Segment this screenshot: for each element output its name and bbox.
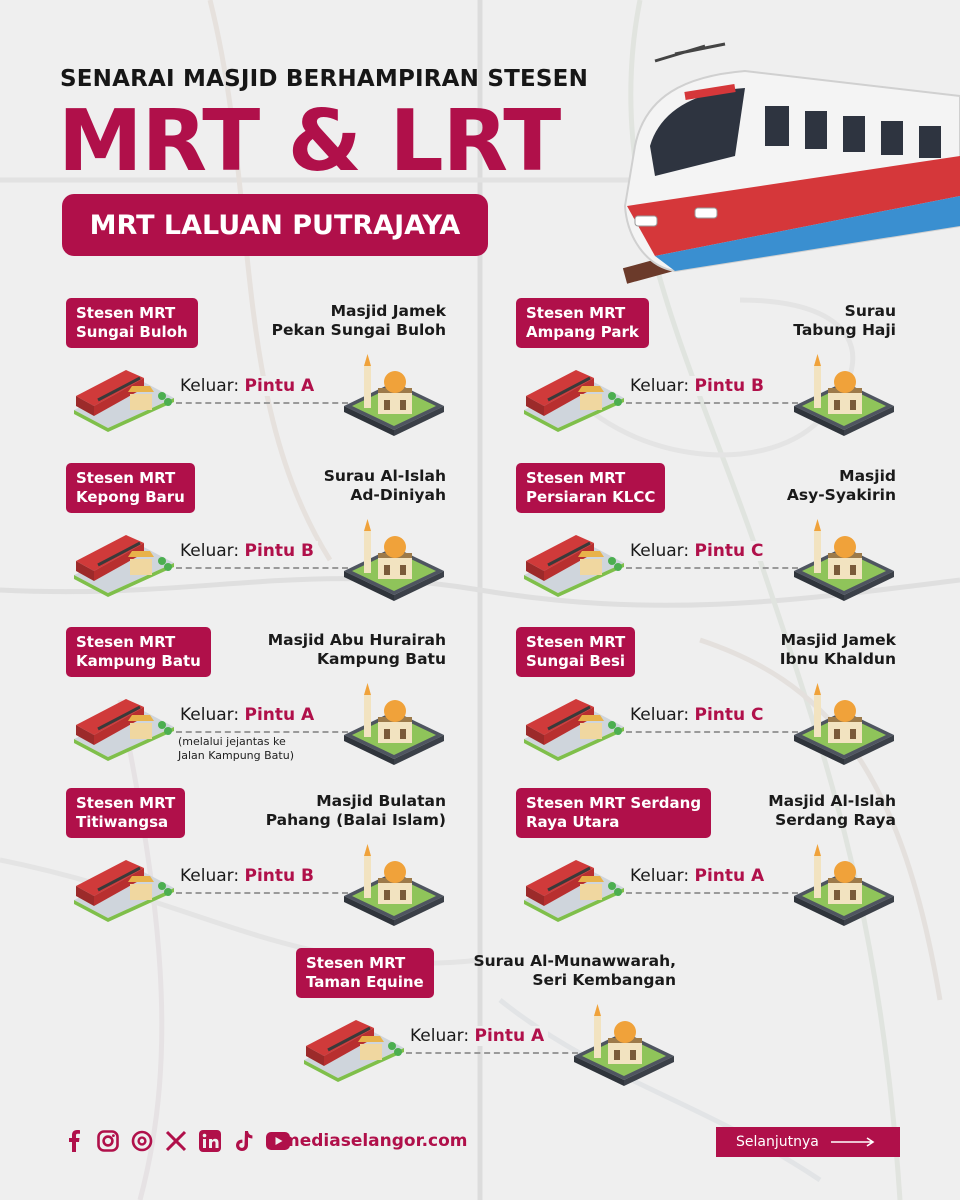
station-train-illustration bbox=[520, 846, 628, 922]
tiktok-icon[interactable] bbox=[232, 1129, 256, 1153]
exit-info bbox=[176, 866, 318, 886]
exit-note: (melalui jejantas ke Jalan Kampung Batu) bbox=[178, 735, 294, 762]
facebook-icon[interactable] bbox=[62, 1129, 86, 1153]
exit-info bbox=[176, 541, 318, 561]
station-card bbox=[516, 298, 896, 438]
next-button-label: Selanjutnya bbox=[736, 1134, 819, 1150]
exit-gate: Pintu B bbox=[244, 866, 314, 886]
exit-label: Keluar: bbox=[180, 705, 240, 725]
line-name-banner: MRT LALUAN PUTRAJAYA bbox=[62, 194, 488, 256]
station-card bbox=[516, 627, 896, 767]
station-train-illustration bbox=[520, 521, 628, 597]
mosque-illustration bbox=[342, 344, 446, 436]
connector-line bbox=[406, 1052, 578, 1054]
station-name-badge: Stesen MRT Kepong Baru bbox=[66, 463, 195, 513]
station-train-illustration bbox=[70, 846, 178, 922]
mosque-name: Masjid Jamek Pekan Sungai Buloh bbox=[271, 302, 446, 339]
station-train-illustration bbox=[70, 356, 178, 432]
main-title: MRT & LRT bbox=[58, 92, 561, 191]
station-card bbox=[516, 463, 896, 603]
exit-gate: Pintu A bbox=[474, 1026, 545, 1046]
mosque-name: Surau Al-Islah Ad-Diniyah bbox=[323, 467, 446, 504]
station-card bbox=[296, 948, 676, 1088]
exit-info bbox=[626, 705, 768, 725]
mosque-name: Masjid Bulatan Pahang (Balai Islam) bbox=[265, 792, 446, 829]
exit-info bbox=[626, 376, 768, 396]
station-name-badge: Stesen MRT Ampang Park bbox=[516, 298, 649, 348]
station-train-illustration bbox=[70, 685, 178, 761]
station-train-illustration bbox=[520, 356, 628, 432]
exit-label: Keluar: bbox=[180, 541, 240, 561]
mosque-name: Masjid Abu Hurairah Kampung Batu bbox=[267, 631, 446, 668]
exit-label: Keluar: bbox=[630, 705, 690, 725]
mosque-name: Surau Tabung Haji bbox=[793, 302, 896, 339]
exit-label: Keluar: bbox=[410, 1026, 470, 1046]
exit-info bbox=[176, 376, 318, 396]
mosque-illustration bbox=[792, 509, 896, 601]
exit-info bbox=[176, 705, 318, 725]
exit-label: Keluar: bbox=[630, 376, 690, 396]
exit-label: Keluar: bbox=[630, 866, 690, 886]
mosque-illustration bbox=[342, 509, 446, 601]
mosque-illustration bbox=[342, 834, 446, 926]
station-card bbox=[66, 463, 446, 603]
station-card bbox=[66, 627, 446, 767]
exit-label: Keluar: bbox=[180, 376, 240, 396]
exit-gate: Pintu A bbox=[244, 376, 315, 396]
threads-icon[interactable] bbox=[130, 1129, 154, 1153]
exit-label: Keluar: bbox=[180, 866, 240, 886]
station-card bbox=[516, 788, 896, 928]
mosque-illustration bbox=[792, 344, 896, 436]
exit-info bbox=[406, 1026, 548, 1046]
instagram-icon[interactable] bbox=[96, 1129, 120, 1153]
connector-line bbox=[626, 892, 798, 894]
station-train-illustration bbox=[300, 1006, 408, 1082]
station-name-badge: Stesen MRT Persiaran KLCC bbox=[516, 463, 665, 513]
station-name-badge: Stesen MRT Sungai Besi bbox=[516, 627, 635, 677]
x-icon[interactable] bbox=[164, 1129, 188, 1153]
mosque-illustration bbox=[792, 673, 896, 765]
station-name-badge: Stesen MRT Taman Equine bbox=[296, 948, 434, 998]
connector-line bbox=[176, 567, 348, 569]
website-link[interactable]: mediaselangor.com bbox=[282, 1131, 468, 1151]
exit-gate: Pintu C bbox=[694, 541, 764, 561]
mosque-illustration bbox=[572, 994, 676, 1086]
exit-gate: Pintu A bbox=[694, 866, 765, 886]
exit-gate: Pintu C bbox=[694, 705, 764, 725]
connector-line bbox=[626, 567, 798, 569]
exit-label: Keluar: bbox=[630, 541, 690, 561]
mosque-illustration bbox=[342, 673, 446, 765]
connector-line bbox=[176, 892, 348, 894]
mosque-name: Masjid Al-Islah Serdang Raya bbox=[768, 792, 896, 829]
mosque-name: Surau Al-Munawwarah, Seri Kembangan bbox=[473, 952, 676, 989]
train-illustration bbox=[615, 36, 960, 286]
exit-gate: Pintu A bbox=[244, 705, 315, 725]
connector-line bbox=[626, 402, 798, 404]
station-name-badge: Stesen MRT Sungai Buloh bbox=[66, 298, 198, 348]
mosque-name: Masjid Jamek Ibnu Khaldun bbox=[779, 631, 896, 668]
station-name-badge: Stesen MRT Titiwangsa bbox=[66, 788, 185, 838]
linkedin-icon[interactable] bbox=[198, 1129, 222, 1153]
social-icons bbox=[62, 1128, 290, 1154]
station-train-illustration bbox=[70, 521, 178, 597]
exit-info bbox=[626, 541, 768, 561]
next-button[interactable] bbox=[716, 1127, 900, 1157]
exit-gate: Pintu B bbox=[694, 376, 764, 396]
mosque-name: Masjid Asy-Syakirin bbox=[786, 467, 896, 504]
exit-gate: Pintu B bbox=[244, 541, 314, 561]
station-name-badge: Stesen MRT Serdang Raya Utara bbox=[516, 788, 711, 838]
station-train-illustration bbox=[520, 685, 628, 761]
exit-info bbox=[626, 866, 768, 886]
mosque-illustration bbox=[792, 834, 896, 926]
station-card bbox=[66, 298, 446, 438]
connector-line bbox=[626, 731, 798, 733]
connector-line bbox=[176, 402, 348, 404]
station-card bbox=[66, 788, 446, 928]
station-name-badge: Stesen MRT Kampung Batu bbox=[66, 627, 211, 677]
header-kicker: SENARAI MASJID BERHAMPIRAN STESEN bbox=[60, 66, 589, 92]
arrow-right-icon bbox=[831, 1137, 875, 1147]
connector-line bbox=[176, 731, 348, 733]
